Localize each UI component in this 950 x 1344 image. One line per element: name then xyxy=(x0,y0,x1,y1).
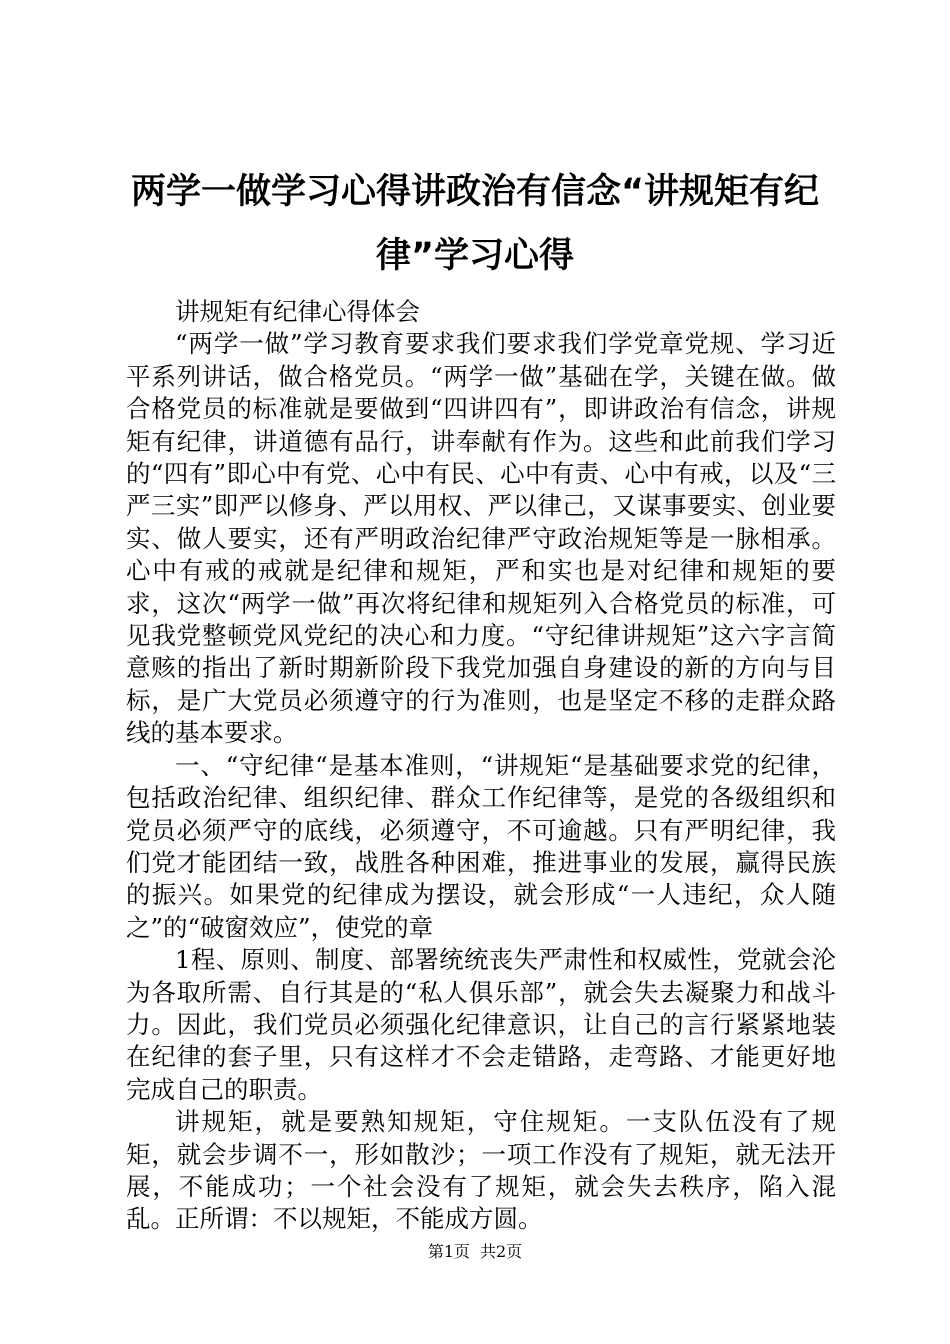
subtitle-paragraph: 讲规矩有纪律心得体会 xyxy=(175,297,420,326)
page-number: 第1页 xyxy=(427,1242,470,1261)
page-footer xyxy=(0,1242,950,1262)
document-title: 两学一做学习心得讲政治有信念“讲规矩有纪律”学习心得 xyxy=(130,172,819,276)
body-paragraph: “两学一做”学习教育要求我们要求我们学党章党规、学习近平系列讲话，做合格党员。“两学一做”基础在学，关键在做。做合格党员的标准就是要做到“四讲四有”，即讲政治有信念，讲规矩有纪律，讲道德有品行，讲奉献有作为。这些和此前我们学习的“四有”即心中有党、心中有民、心中有责、心中有戒，以及“三严三实”即严以修身、严以用权、严以律己，又谋事要实、创业要实、做人要实，还有严明政治纪律严守政治规矩等是一脉相承。心中有戒的戒就是纪律和规矩，严和实也是对纪律和规矩的要求，这次“两学一做”再次将纪律和规矩列入合格党员的标准，可见我党整顿党风党纪的决心和力度。“守纪律讲规矩”这六字言简意赅的指出了新时期新阶段下我党加强自身建设的新的方向与目标，是广大党员必须遵守的行为准则，也是坚定不移的走群众路线的基本要求。 xyxy=(126,329,836,748)
body-paragraph: 一、“守纪律“是基本准则，“讲规矩“是基础要求党的纪律，包括政治纪律、组织纪律、群众工作纪律等，是党的各级组织和党员必须严守的底线，必须遵守，不可逾越。只有严明纪律，我们党才能团结一致，战胜各种困难，推进事业的发展，赢得民族的振兴。如果党的纪律成为摆设，就会形成“一人违纪，众人随之”的“破窗效应”，使党的章 xyxy=(126,750,836,942)
document-body xyxy=(126,296,836,1236)
body-paragraph: 1程、原则、制度、部署统统丧失严肃性和权威性，党就会沦为各取所需、自行其是的“私人俱乐部”，就会失去凝聚力和战斗力。因此，我们党员必须强化纪律意识，让自己的言行紧紧地装在纪律的套子里，只有这样才不会走错路，走弯路、才能更好地完成自己的职责。 xyxy=(126,945,836,1104)
body-paragraph: 讲规矩，就是要熟知规矩，守住规矩。一支队伍没有了规矩，就会步调不一，形如散沙；一项工作没有了规矩，就无法开展，不能成功；一个社会没有了规矩，就会失去秩序，陷入混乱。正所谓：不以规矩，不能成方圆。 xyxy=(126,1107,836,1234)
page-total: 共2页 xyxy=(480,1242,523,1261)
